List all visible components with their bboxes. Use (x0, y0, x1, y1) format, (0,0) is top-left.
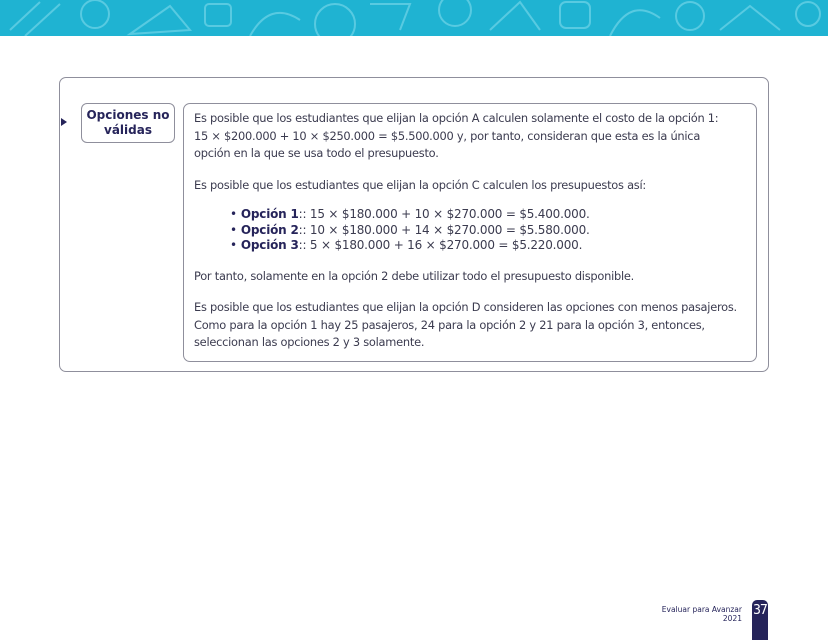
footer-year: 2021 (722, 614, 742, 623)
option-formula: :: 5 × $180.000 + 16 × $270.000 = $5.220.000. (298, 238, 583, 252)
footer-title (662, 605, 742, 623)
label-line1: Opciones no (86, 108, 170, 122)
option-name: Opción 1 (240, 207, 299, 221)
option-formula: :: 10 × $180.000 + 14 × $270.000 = $5.580.000. (298, 222, 590, 237)
paragraph-conclusion: Por tanto, solamente en la opción 2 debe utilizar todo el presupuesto disponible. (194, 268, 635, 283)
section-label (81, 103, 175, 143)
paragraph4-line1: Es posible que los estudiantes que elijan la opción D consideren las opciones con menos pasajeros. (194, 300, 737, 314)
options-list (194, 207, 747, 254)
label-line2: válidas (104, 123, 152, 137)
option-name: Opción 2 (240, 222, 299, 237)
paragraph4-line3: seleccionan las opciones 2 y 3 solamente. (194, 335, 425, 349)
header-banner (0, 0, 828, 36)
list-item (230, 223, 747, 239)
option-name: Opción 3 (240, 238, 299, 252)
page-number: 37 (753, 603, 767, 618)
paragraph4-line2: Como para la opción 1 hay 25 pasajeros, 24 para la opción 2 y 21 para la opción 3, entonces, (194, 317, 705, 332)
bullet-icon: • (230, 222, 237, 237)
option-formula: :: 15 × $180.000 + 10 × $270.000 = $5.400.000. (298, 207, 590, 221)
paragraph-option-d (194, 299, 747, 352)
arrow-right-icon (61, 118, 67, 126)
bullet-icon: • (230, 238, 237, 252)
section-label-text (85, 108, 171, 138)
paragraph-option-a (194, 110, 747, 163)
paragraph-option-c: Es posible que los estudiantes que elijan la opción C calculen los presupuestos así: (194, 177, 646, 192)
list-item (230, 207, 747, 223)
list-item (230, 238, 747, 254)
content-panel (183, 103, 757, 362)
paragraph1-line1: Es posible que los estudiantes que elijan la opción A calculen solamente el costo de la opción 1: (194, 111, 719, 125)
footer-title-text: Evaluar para Avanzar (661, 605, 742, 614)
paragraph1-line3: opción en la que se usa todo el presupuesto. (194, 146, 439, 160)
paragraph1-line2: 15 × $200.000 + 10 × $250.000 = $5.500.000 y, por tanto, consideran que esta es la única (194, 128, 701, 143)
banner-doodles (0, 0, 828, 36)
bullet-icon: • (230, 207, 237, 221)
page-number-tab (752, 600, 768, 640)
